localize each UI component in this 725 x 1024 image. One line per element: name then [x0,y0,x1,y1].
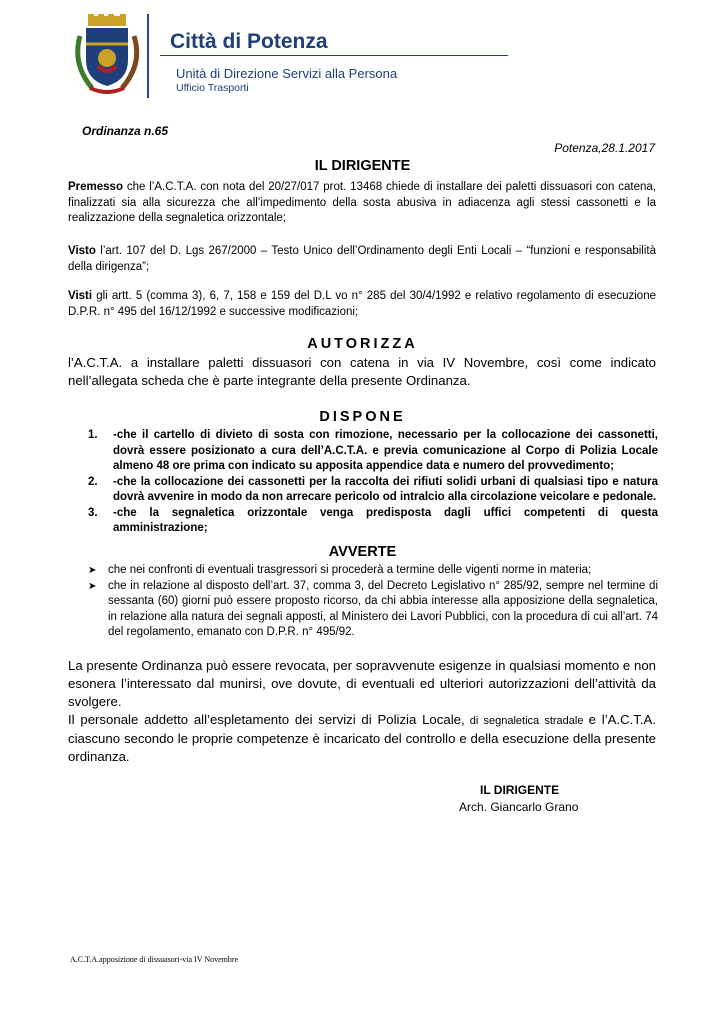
office-name: Ufficio Trasporti [176,82,249,94]
city-crest-logo [70,14,145,96]
avverte-item-text: che in relazione al disposto dell’art. 37, comma 3, del Decreto Legislativo n° 285/92, sempre nel termine di sessanta (60) giorni può essere proposto ricorso, da chi abbia interesse alla apposizione della segnaletica, in relazione alla natura dei segnali apposti, al Ministero dei Lavori Pubblici, con la procedura di cui all’art. 74 del regolamento, emanato con D.P.R. n° 495/92. [108,579,658,638]
arrowhead-bullet-icon: ➤ [88,580,97,592]
dispone-item-number: 3. [88,506,98,519]
signature-title: IL DIRIGENTE [480,783,560,797]
dispone-item [88,475,658,506]
dispone-item-text: -che la collocazione dei cassonetti per la raccolta dei rifiuti solidi urbani di qualsiasi tipo e natura dovrà avvenire in modo da non arrecare pericolo od intralcio alla circolazione veicolare e pedonale. [113,475,658,503]
header-divider-horizontal [160,55,508,56]
dispone-item [88,428,658,475]
avverte-heading: AVVERTE [328,544,397,560]
footer-note: A.C.T.A.apposizione di dissuasori-via IV Novembre [70,955,239,964]
header-divider-vertical [147,14,149,98]
visti-text: gli artt. 5 (comma 3), 6, 7, 158 e 159 del D.L vo n° 285 del 30/4/1992 e relativo regolamento di esecuzione D.P.R. n° 495 del 16/12/1992 e successive modificazioni; [68,290,656,318]
arrowhead-bullet-icon: ➤ [88,565,97,576]
dispone-item-number: 1. [88,429,98,441]
personnel-text-b: e l’A.C.T.A. ciascuno secondo le proprie competenze è incaricato del controllo e della esecuzione della presente ordinanza. [68,712,656,764]
dispone-item-text: -che il cartello di divieto di sosta con rimozione, necessario per la collocazione dei cassonetti, dovrà essere posizionato a cura dell’A.C.T.A. e previa comunicazione al Corpo di Polizia Locale almeno 48 ore prima con indicato su apposita appendice data e numero del provvedimento; [113,429,658,472]
avverte-item [88,563,658,579]
ordinance-date: Potenza,28.1.2017 [554,141,655,155]
premesso-text: che l’A.C.T.A. con nota del 20/27/017 prot. 13468 chiede di installare dei paletti dissuasori con catena, finalizzati sia alla sicurezza che all’impedimento della sosta abusiva in adiacenza agli stessi cassonetti e la realizzazione della segnaletica orizzontale; [68,181,656,224]
dispone-item-text: -che la segnaletica orizzontale venga predisposta dagli uffici competenti di questa amministrazione; [113,506,658,534]
dirigente-heading: IL DIRIGENTE [314,158,411,174]
avverte-item [88,579,658,641]
city-title: Città di Potenza [170,30,328,53]
visto-text: l’art. 107 del D. Lgs 267/2000 – Testo Unico dell’Ordinamento degli Enti Locali – “funzioni e responsabilità della dirigenza”; [68,245,656,273]
visti-lead: Visti [68,290,93,302]
visto-lead: Visto [68,245,96,257]
premesso-lead: Premesso [68,181,123,193]
personnel-text-small: di segnaletica stradale [464,715,589,727]
autorizza-text: l’A.C.T.A. a installare paletti dissuasori con catena in via IV Novembre, così come indicato nell’allegata scheda che è parte integrante della presente Ordinanza. [68,355,656,388]
avverte-list [88,563,658,641]
dispone-item-number: 2. [88,475,98,488]
dispone-item [88,506,658,537]
personnel-paragraph [68,711,656,766]
visto-paragraph [68,244,656,275]
avverte-item-text: che nei confronti di eventuali trasgressori si procederà a termine delle vigenti norme in materia; [108,564,592,576]
signature-name: Arch. Giancarlo Grano [459,800,579,814]
dispone-heading: DISPONE [319,409,406,425]
autorizza-heading: AUTORIZZA [307,336,418,352]
visti-paragraph [68,289,656,320]
revocation-paragraph: La presente Ordinanza può essere revocata, per sopravvenute esigenze in qualsiasi momento e non esonera l’interessato dal munirsi, ove dovute, di eventuali ed ulteriori autorizzazioni dell’attività da svolgere. [68,658,656,709]
premesso-paragraph [68,180,656,227]
dispone-list [88,428,658,537]
personnel-text-a: Il personale addetto all’espletamento dei servizi di Polizia Locale, [68,712,465,727]
unit-name: Unità di Direzione Servizi alla Persona [176,66,398,81]
ordinance-number: Ordinanza n.65 [82,124,169,138]
